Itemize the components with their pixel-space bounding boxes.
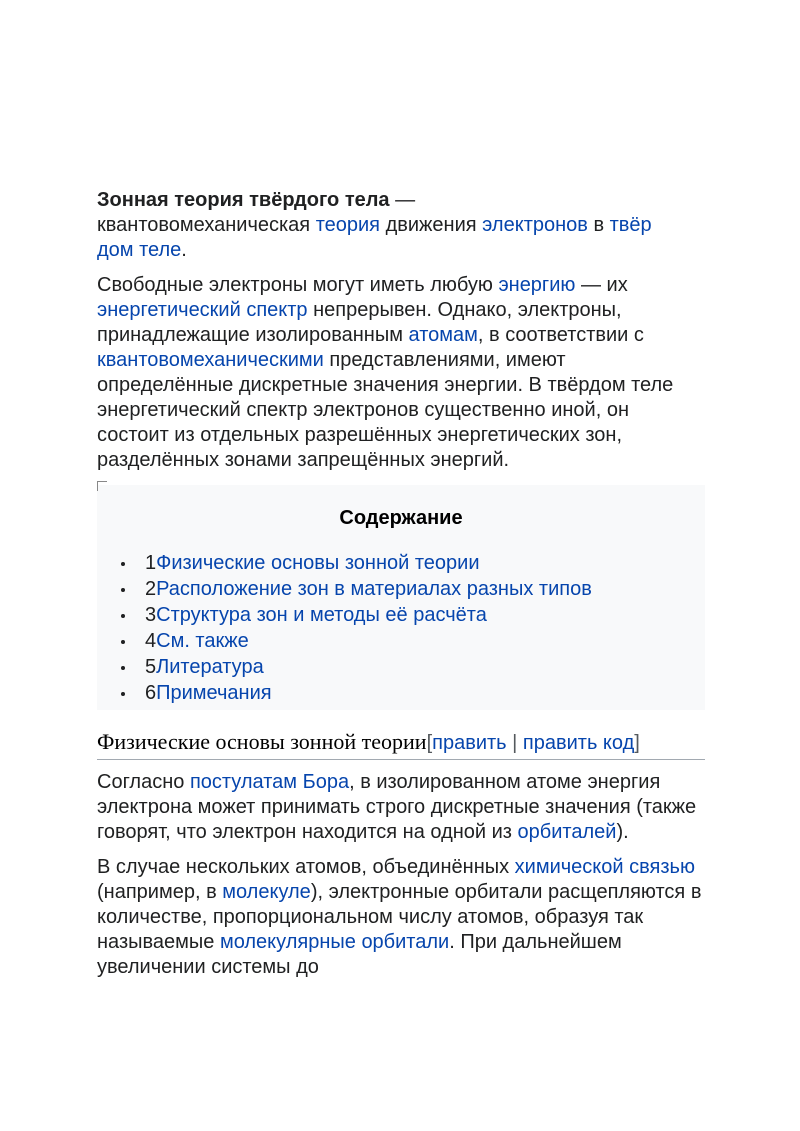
toc-link[interactable]: Литература xyxy=(156,656,264,678)
link-orbitals[interactable]: орбиталей xyxy=(517,821,617,843)
link-molecular-orbitals[interactable]: молекулярные орбитали xyxy=(219,931,450,953)
link-molecule[interactable]: молекуле xyxy=(222,881,311,903)
toc-list xyxy=(97,550,705,706)
edit-links: [править | править код] xyxy=(426,732,640,754)
intro-paragraph: Зонная теория твёрдого тела — квантовомеханическая теория движения электронов в твёр дом теле. xyxy=(97,189,652,261)
toc-item[interactable]: 5Литература xyxy=(117,654,705,680)
toc-item[interactable]: 1Физические основы зонной теории xyxy=(117,550,705,576)
toc-link[interactable]: Расположение зон в материалах разных типов xyxy=(156,578,592,600)
link-chemical-bond[interactable]: химической связью xyxy=(514,856,695,878)
toc-link[interactable]: Структура зон и методы её расчёта xyxy=(156,604,487,626)
table-of-contents xyxy=(97,485,705,710)
link-atoms[interactable]: атомам xyxy=(408,324,478,346)
toc-toggle-corner[interactable] xyxy=(97,481,107,491)
edit-link[interactable]: править xyxy=(432,732,507,754)
toc-item[interactable]: 6Примечания xyxy=(117,680,705,706)
paragraph-4: В случае нескольких атомов, объединённых химической связью (например, в молекуле), электронные орбитали расщепляются в количестве, пропорциональном числу атомов, образуя так называемые молекулярные орбитали. При дальнейшем увеличении системы до xyxy=(97,856,702,978)
link-energy[interactable]: энергию xyxy=(498,274,576,296)
section-title: Физические основы зонной теории xyxy=(97,729,427,754)
link-bohr-postulates[interactable]: постулатам Бора xyxy=(189,771,350,793)
toc-link[interactable]: См. также xyxy=(156,630,249,652)
toc-link[interactable]: Физические основы зонной теории xyxy=(156,552,480,574)
article-content xyxy=(97,188,705,990)
link-theory[interactable]: теория xyxy=(315,214,381,236)
toc-link[interactable]: Примечания xyxy=(156,682,272,704)
link-energy-spectrum[interactable]: энергетический спектр xyxy=(97,299,308,321)
link-electrons[interactable]: электронов xyxy=(482,214,588,236)
link-quantum-mechanical[interactable]: квантовомеханическими xyxy=(97,349,324,371)
section-heading-physics xyxy=(97,728,705,760)
toc-title: Содержание xyxy=(339,507,463,529)
toc-item[interactable]: 2Расположение зон в материалах разных типов xyxy=(117,576,705,602)
toc-item[interactable]: 4См. также xyxy=(117,628,705,654)
link-solid-body[interactable]: твёр дом теле xyxy=(97,214,652,261)
paragraph-3: Согласно постулатам Бора, в изолированном атоме энергия электрона может принимать строго дискретные значения (также говорят, что электрон находится на одной из орбиталей). xyxy=(97,771,697,843)
edit-code-link[interactable]: править код xyxy=(522,732,635,754)
article-title-bold: Зонная теория твёрдого тела xyxy=(97,189,390,211)
toc-item[interactable]: 3Структура зон и методы её расчёта xyxy=(117,602,705,628)
paragraph-2: Свободные электроны могут иметь любую энергию — их энергетический спектр непрерывен. Однако, электроны, принадлежащие изолированным атомам, в соответствии с квантовомеханическими представлениями, имеют определённые дискретные значения энергии. В твёрдом теле энергетический спектр электронов существенно иной, он состоит из отдельных разрешённых энергетических зон, разделённых зонами запрещённых энергий. xyxy=(97,274,674,471)
